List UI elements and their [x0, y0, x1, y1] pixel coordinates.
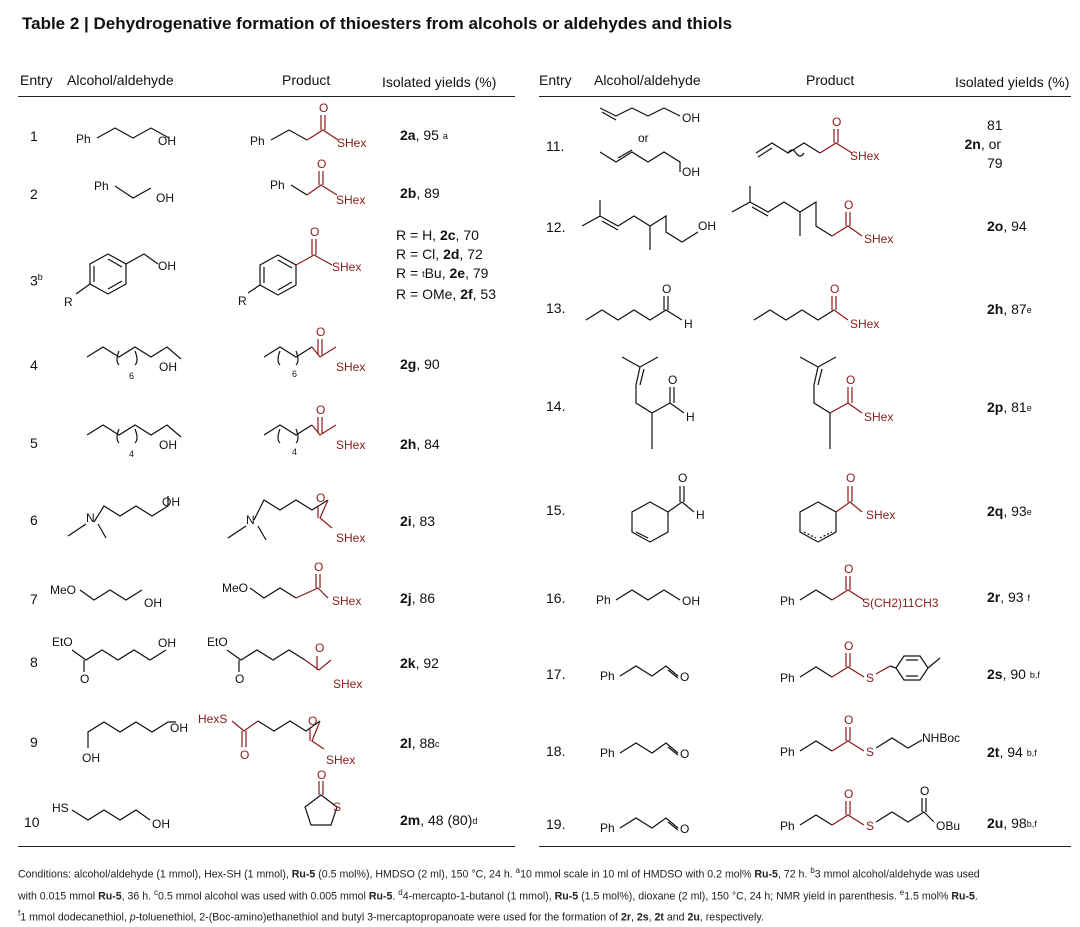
ph-label: Ph — [600, 669, 615, 683]
oh-label: OH — [82, 751, 100, 765]
o-label: O — [316, 491, 326, 505]
oh-label: OH — [152, 817, 170, 831]
ph-label: Ph — [600, 746, 615, 760]
o-label: O — [662, 282, 672, 296]
product-structure — [222, 478, 382, 550]
oh-label: OH — [144, 596, 162, 610]
yield-text: 2s, 90 $^{b,f}$ — [987, 666, 1040, 682]
n-label: N — [86, 511, 95, 525]
entry-number: 14. — [546, 398, 566, 414]
o-label: O — [680, 747, 690, 761]
o-label: O — [80, 672, 90, 686]
product-structure — [778, 563, 958, 618]
substrate-structure — [70, 110, 190, 155]
o-label: O — [680, 670, 690, 684]
o-label: O — [680, 822, 690, 836]
product-structure — [220, 560, 380, 615]
substrate-structure — [618, 345, 728, 460]
substrate-structure — [90, 172, 190, 212]
table-title: Table 2 | Dehydrogenative formation of thioesters from alcohols or aldehydes and thiols — [22, 14, 733, 33]
substrate-structure — [598, 656, 708, 691]
eto-label: EtO — [52, 635, 73, 649]
substrate-structure — [598, 733, 708, 768]
substrate-structure — [85, 423, 195, 463]
o-label: O — [316, 403, 326, 417]
o-label: O — [668, 373, 678, 387]
product-structure — [728, 180, 908, 275]
yield-text: 2r, 93 $^f$ — [987, 589, 1030, 605]
product-structure — [752, 284, 892, 329]
header-substrate: Alcohol/aldehyde — [67, 72, 174, 88]
product-structure — [262, 403, 392, 463]
entry-number: 8 — [30, 654, 38, 670]
o-label: O — [317, 157, 327, 171]
hs-label: HS — [52, 801, 69, 815]
o-label: O — [846, 471, 856, 485]
entry-number: 19. — [546, 816, 566, 832]
shex-label: SHex — [337, 136, 367, 150]
ph-label: Ph — [780, 819, 795, 833]
substrate-structure — [578, 192, 728, 267]
oh-label: OH — [698, 219, 716, 233]
product-structure — [205, 630, 385, 692]
table-footnote: Conditions: alcohol/aldehyde (1 mmol), Hex-SH (1 mmol), Ru-5 (0.5 mol%), HMDSO (2 ml), 150 °C, 24 h. $^a$10 mmol scale in 10 ml of HMDSO with 0.2 mol% Ru-5, 72 h. $^b$3 mmol alcohol/aldehyde was used with 0.015 mmol Ru-5, 36 h. $^c$0.5 mmol alcohol was used with 0.005 mmol Ru-5. $^d$4-mercapto-1-butanol (1 mmol), Ru-5 (1.5 mol%), dioxane (2 ml), 150 °C, 24 h; NMR yield in parenthesis. $^e$1.5 mol% Ru-5. $^f$1 mmol dodecanethiol, p-toluenethiol, 2-(Boc-amino)ethanethiol and butyl 3-mercaptopropanoate were used for the formation of 2r, 2s, 2t and 2u, respectively. — [18, 866, 980, 924]
entry-number: 15. — [546, 502, 566, 518]
substrate-structure — [52, 632, 192, 687]
header-substrate-right: Alcohol/aldehyde — [594, 72, 701, 88]
shex-label: SHex — [864, 410, 894, 424]
meo-label: MeO — [222, 581, 249, 595]
product-structure — [265, 157, 385, 212]
shex-label: SHex — [864, 232, 894, 246]
o-label: O — [846, 373, 856, 387]
header-entry: Entry — [20, 72, 53, 88]
substrate-structure — [618, 470, 728, 550]
yield-text: 2h, 84 — [400, 436, 440, 452]
sdodecyl-label: S(CH2)11CH3 — [862, 596, 939, 610]
o-label: O — [319, 101, 329, 115]
substrate-structure — [598, 808, 708, 843]
entry-number: 4 — [30, 357, 38, 373]
product-structure — [778, 782, 978, 840]
meo-label: MeO — [50, 583, 77, 597]
o-label: O — [844, 639, 854, 653]
s-label: S — [866, 819, 875, 833]
substrate-structure — [594, 578, 724, 613]
substrate-structure — [60, 242, 190, 312]
yield-text: 2k, 92 — [400, 655, 439, 671]
yield-text: 81 2n, or 79 — [964, 117, 1003, 171]
ph-label: Ph — [94, 179, 109, 193]
product-structure — [196, 707, 386, 769]
o-label: O — [308, 714, 318, 728]
header-product-right: Product — [806, 72, 855, 88]
shex-label: SHex — [850, 149, 880, 163]
product-structure — [295, 768, 365, 840]
r-label: R — [238, 294, 247, 308]
o-label: O — [314, 560, 324, 574]
oh-label: OH — [162, 495, 180, 509]
yield-text: 2l, 88$^c$ — [400, 735, 440, 751]
product-structure — [778, 630, 978, 690]
ph-label: Ph — [780, 594, 795, 608]
yield-text: 2a, 95 $^a$ — [400, 127, 448, 143]
yield-text: R = H, 2c, 70 R = Cl, 2d, 72 R = $^t$Bu, 2e, 79 R = OMe, 2f, 53 — [396, 227, 496, 302]
entry-number: 2 — [30, 186, 38, 202]
shex-label: SHex — [336, 193, 366, 207]
oh-label: OH — [159, 360, 177, 374]
header-rule-right — [539, 96, 1071, 97]
oh-label: OH — [158, 636, 176, 650]
or-label: or — [638, 131, 649, 145]
h-label: H — [684, 317, 693, 331]
hexs-label: HexS — [198, 712, 228, 726]
shex-label: SHex — [866, 508, 896, 522]
s-label: S — [866, 671, 875, 685]
product-structure — [786, 470, 916, 550]
h-label: H — [686, 410, 695, 424]
o-label: O — [317, 768, 327, 782]
o-label: O — [678, 471, 688, 485]
o-label: O — [844, 713, 854, 727]
shex-label: SHex — [336, 360, 366, 374]
yield-text: 2h, 87e — [987, 301, 1032, 317]
o-label: O — [315, 641, 325, 655]
ph-label: Ph — [76, 132, 91, 146]
ph-label: Ph — [596, 593, 611, 607]
h-label: H — [696, 508, 705, 522]
entry-number: 7 — [30, 591, 38, 607]
s-label: S — [866, 745, 875, 759]
repeat-label: 6 — [292, 369, 298, 379]
eto-label: EtO — [207, 635, 228, 649]
repeat-label: 4 — [292, 447, 298, 457]
s-label: S — [333, 800, 342, 814]
entry-number: 5 — [30, 435, 38, 451]
ph-label: Ph — [780, 671, 795, 685]
entry-number: 13. — [546, 300, 566, 316]
ph-label: Ph — [250, 134, 265, 148]
shex-label: SHex — [332, 260, 362, 274]
header-entry-right: Entry — [539, 72, 572, 88]
entry-number: 6 — [30, 512, 38, 528]
shex-label: SHex — [336, 438, 366, 452]
yield-text: 2m, 48 $(80)^d$ — [400, 812, 478, 828]
shex-label: SHex — [336, 531, 366, 545]
yield-text: 2o, 94 — [987, 218, 1027, 234]
o-label: O — [235, 672, 245, 686]
o-label: O — [844, 562, 854, 576]
o-label: O — [316, 325, 326, 339]
product-structure — [778, 708, 978, 763]
product-structure — [752, 113, 892, 168]
nhboc-label: NHBoc — [922, 731, 961, 745]
substrate-structure — [596, 100, 726, 180]
oh-label: OH — [682, 594, 700, 608]
yield-text: 2p, 81e — [987, 399, 1032, 415]
shex-label: SHex — [326, 753, 356, 767]
shex-label: SHex — [332, 594, 362, 608]
repeat-label: 4 — [129, 449, 135, 459]
oh-label: OH — [170, 721, 188, 735]
entry-number: 12. — [546, 219, 566, 235]
ph-label: Ph — [780, 745, 795, 759]
o-label: O — [310, 225, 320, 239]
bottom-rule-right — [539, 846, 1071, 847]
o-label: O — [844, 198, 854, 212]
entry-number: 11. — [546, 138, 565, 154]
substrate-structure — [584, 284, 724, 329]
entry-number: 18. — [546, 743, 566, 759]
yield-text: 2u, 98$^{b,f}$ — [987, 815, 1037, 831]
substrate-structure — [85, 345, 195, 385]
product-structure — [796, 345, 916, 460]
substrate-structure — [52, 798, 192, 838]
entry-number: 1 — [30, 128, 38, 144]
header-yields-right: Isolated yields (%) — [955, 74, 1070, 90]
yield-text: 2g, 90 — [400, 356, 440, 372]
entry-number: 3$^b$ — [30, 272, 43, 289]
substrate-structure — [50, 580, 190, 615]
product-structure — [262, 325, 392, 385]
product-structure — [245, 95, 385, 155]
shex-label: SHex — [850, 317, 880, 331]
o-label: O — [832, 115, 842, 129]
product-structure — [236, 225, 386, 310]
oh-label: OH — [682, 165, 700, 179]
n-label: N — [246, 513, 255, 527]
oh-label: OH — [156, 191, 174, 205]
repeat-label: 6 — [129, 371, 135, 381]
r-label: R — [64, 295, 73, 309]
yield-text: 2t, 94 $^{b,f}$ — [987, 744, 1037, 760]
oh-label: OH — [682, 111, 700, 125]
yield-text: 2i, 83 — [400, 513, 436, 529]
o-label: O — [830, 282, 840, 296]
entry-number: 17. — [546, 666, 566, 682]
entry-number: 10 — [24, 814, 40, 830]
yield-text: 2q, 93e — [987, 503, 1032, 519]
yield-text: 2j, 86 — [400, 590, 436, 606]
header-yields: Isolated yields (%) — [382, 74, 497, 90]
ph-label: Ph — [270, 178, 285, 192]
header-product: Product — [282, 72, 331, 88]
bottom-rule-left — [18, 846, 515, 847]
o-label: O — [920, 784, 930, 798]
oh-label: OH — [159, 438, 177, 452]
substrate-structure — [76, 718, 196, 773]
oh-label: OH — [158, 134, 176, 148]
substrate-structure — [62, 492, 192, 552]
obu-label: OBu — [936, 819, 961, 833]
oh-label: OH — [158, 259, 176, 273]
entry-number: 9 — [30, 734, 38, 750]
o-label: O — [240, 748, 250, 762]
entry-number: 16. — [546, 590, 566, 606]
shex-label: SHex — [333, 677, 363, 691]
ph-label: Ph — [600, 821, 615, 835]
o-label: O — [844, 787, 854, 801]
yield-text: 2b, 89 — [400, 185, 440, 201]
